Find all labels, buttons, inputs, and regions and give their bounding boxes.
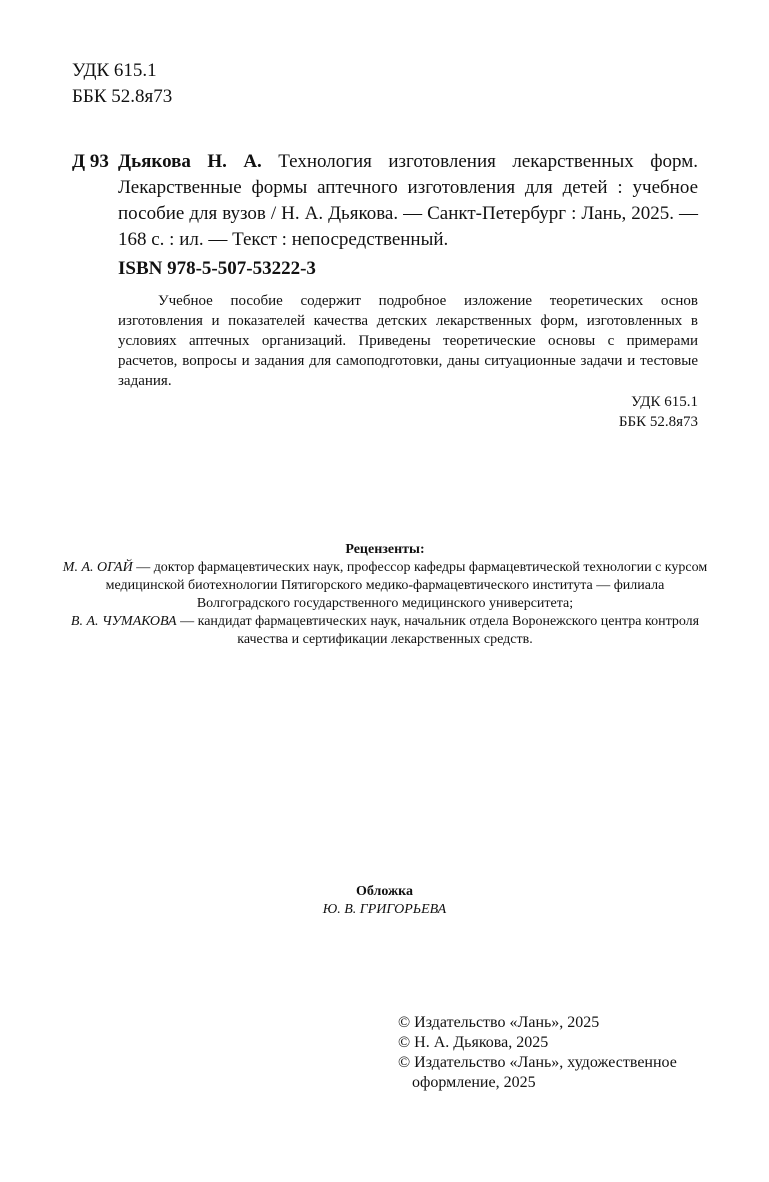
reviewer-name: В. А. ЧУМАКОВА [70, 614, 177, 629]
bibliographic-record [118, 149, 698, 253]
isbn: ISBN 978-5-507-53222-3 [118, 258, 316, 279]
copyright-line: © Издательство «Лань», художественное оформление, 2025 [398, 1054, 677, 1091]
udk-code-bottom: УДК 615.1 [631, 394, 698, 410]
copyright-line: © Н. А. Дьякова, 2025 [398, 1034, 549, 1051]
cover-credit [200, 883, 569, 919]
copyright-line: © Издательство «Лань», 2025 [398, 1014, 600, 1031]
author-name: Дьякова Н. А. [118, 151, 262, 172]
top-classification [72, 58, 172, 110]
bbk-code-bottom: ББК 52.8я73 [618, 414, 698, 430]
abstract: Учебное пособие содержит подробное изложение теоретических основ изготовления и показателей качества детских лекарственных форм, изготовленных в условиях аптечных организаций. Приведены теоретические основы с примерами расчетов, вопросы и задания для самоподготовки, даны ситуационные задачи и тестовые задания. [118, 293, 698, 389]
reviewer-name: М. А. ОГАЙ [62, 560, 133, 575]
bibliographic-description: Технология изготовления лекарственных форм. Лекарственные формы аптечного изготовления для детей : учебное пособие для вузов / Н. А. Дьякова. — Санкт-Петербург : Лань, 2025. — 168 с. : ил. — Текст : непосредственный. [118, 151, 698, 250]
reviewers-heading: Рецензенты: [345, 542, 425, 557]
reviewer-entry [60, 559, 710, 613]
reviewer-entry [60, 613, 710, 649]
reviewers-block [60, 541, 710, 649]
cover-designer: Ю. В. ГРИГОРЬЕВА [322, 902, 447, 917]
udk-code: УДК 615.1 [72, 60, 157, 81]
reviewer-description: — доктор фармацевтических наук, профессор кафедры фармацевтической технологии с курсом медицинской биотехнологии Пятигорского медико-фармацевтического института — филиала Волгоградского государственного медицинского университета; [105, 560, 708, 611]
author-mark: Д 93 [72, 151, 109, 172]
bottom-classification [619, 392, 698, 432]
reviewer-description: — кандидат фармацевтических наук, начальник отдела Воронежского центра контроля качества и сертификации лекарственных средств. [176, 614, 700, 647]
copyright-block [398, 1013, 718, 1093]
cover-heading: Обложка [355, 884, 414, 899]
bbk-code: ББК 52.8я73 [72, 86, 173, 107]
